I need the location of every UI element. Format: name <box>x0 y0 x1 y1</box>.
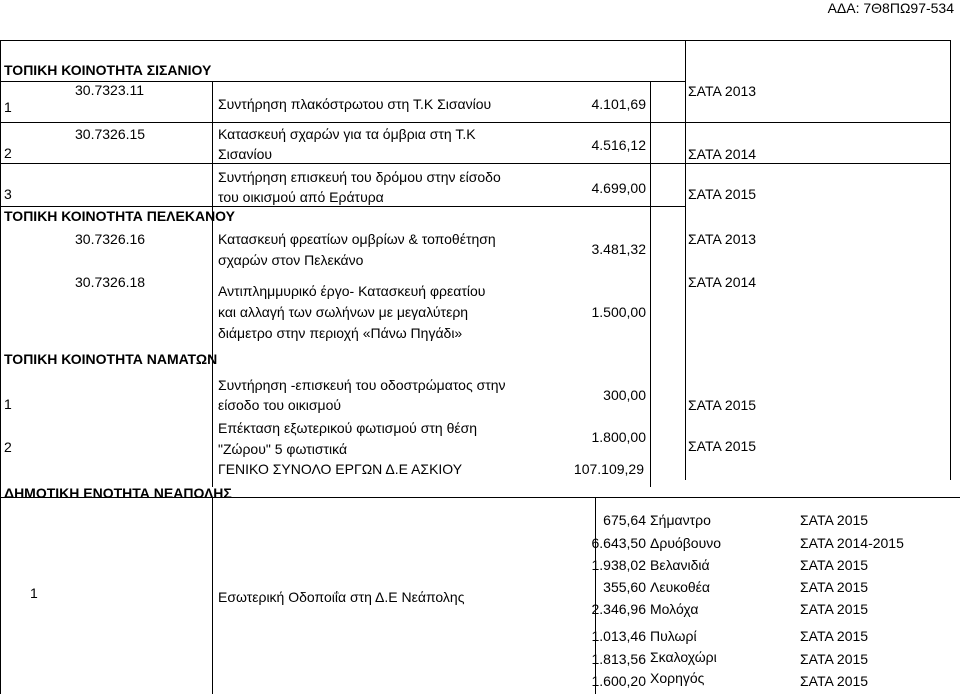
column-divider <box>212 81 213 487</box>
item-village: Δρυόβουνο <box>650 535 722 551</box>
item-funding: ΣΑΤΑ 2015 <box>800 512 869 528</box>
item-funding: ΣΑΤΑ 2015 <box>800 673 869 689</box>
row-code: 30.7326.15 <box>75 126 146 142</box>
row-code: 30.7323.11 <box>75 82 145 98</box>
row-amount: 4.699,00 <box>591 180 646 196</box>
item-funding: ΣΑΤΑ 2015 <box>800 651 869 667</box>
row-number: 1 <box>4 396 12 412</box>
row-description: Συντήρηση -επισκευή του οδοστρώματος στην <box>218 377 506 393</box>
section-heading: ΔΗΜΟΤΙΚΗ ΕΝΟΤΗΤΑ ΝΕΑΠΟΛΗΣ <box>4 485 232 501</box>
item-amount: 6.643,50 <box>591 535 646 551</box>
row-number: 3 <box>4 186 12 202</box>
row-funding: ΣΑΤΑ 2015 <box>688 186 757 202</box>
item-amount: 1.813,56 <box>591 651 646 667</box>
table-left-border <box>0 40 1 694</box>
row-description: Κατασκευή φρεατίων ομβρίων & τοποθέτηση <box>218 231 496 247</box>
row-number: 1 <box>30 585 38 601</box>
item-village: Λευκοθέα <box>650 579 710 595</box>
row-amount: 300,00 <box>603 387 646 403</box>
item-funding: ΣΑΤΑ 2015 <box>800 601 869 617</box>
row-amount: 1.800,00 <box>591 429 646 445</box>
row-description: σχαρών στον Πελεκάνο <box>218 252 364 268</box>
row-description: Αντιπλημμυρικό έργο- Κατασκευή φρεατίου <box>218 283 486 299</box>
row-funding: ΣΑΤΑ 2014 <box>688 274 757 290</box>
row-description: του οικισμού από Εράτυρα <box>218 189 384 205</box>
document-code: ΑΔΑ: 7Θ8ΠΩ97-534 <box>827 0 954 16</box>
item-village: Χορηγός <box>650 670 705 686</box>
column-divider <box>212 497 213 694</box>
item-amount: 1.600,20 <box>591 673 646 689</box>
row-funding: ΣΑΤΑ 2013 <box>688 231 757 247</box>
section-heading: ΤΟΠΙΚΗ ΚΟΙΝΟΤΗΤΑ ΣΙΣΑΝΙΟΥ <box>4 62 212 78</box>
column-divider <box>685 40 686 480</box>
item-funding: ΣΑΤΑ 2015 <box>800 557 869 573</box>
item-amount: 1.013,46 <box>591 628 646 644</box>
section-heading: ΤΟΠΙΚΗ ΚΟΙΝΟΤΗΤΑ ΝΑΜΑΤΩΝ <box>4 351 218 367</box>
item-village: Σήμαντρο <box>650 512 711 528</box>
row-funding: ΣΑΤΑ 2015 <box>688 438 757 454</box>
row-description: είσοδο του οικισμού <box>218 397 342 413</box>
item-amount: 2.346,96 <box>591 601 646 617</box>
item-amount: 675,64 <box>603 512 646 528</box>
item-amount: 1.938,02 <box>591 557 646 573</box>
row-amount: 3.481,32 <box>591 241 646 257</box>
item-village: Βελανιδιά <box>650 557 710 573</box>
table-top-border <box>0 40 950 41</box>
item-amount: 355,60 <box>603 579 646 595</box>
row-code: 30.7326.18 <box>75 274 146 290</box>
row-number: 2 <box>4 145 12 161</box>
item-village: Σκαλοχώρι <box>650 649 717 665</box>
section-heading: ΤΟΠΙΚΗ ΚΟΙΝΟΤΗΤΑ ΠΕΛΕΚΑΝΟΥ <box>4 208 236 224</box>
row-divider <box>0 122 950 123</box>
row-code: 30.7326.16 <box>75 231 146 247</box>
row-amount: 1.500,00 <box>591 304 646 320</box>
row-funding: ΣΑΤΑ 2013 <box>688 83 757 99</box>
row-amount: 4.101,69 <box>591 96 646 112</box>
row-description: Συντήρηση επισκευή του δρόμου στην είσοδο <box>218 169 501 185</box>
row-funding: ΣΑΤΑ 2014 <box>688 146 757 162</box>
item-funding: ΣΑΤΑ 2014-2015 <box>800 535 904 551</box>
column-divider <box>650 81 651 487</box>
table-right-border <box>950 40 951 480</box>
total-amount: 107.109,29 <box>573 461 644 477</box>
total-label: ΓΕΝΙΚΟ ΣΥΝΟΛΟ ΕΡΓΩΝ Δ.Ε ΑΣΚΙΟΥ <box>218 461 463 477</box>
row-description: διάμετρο στην περιοχή «Πάνω Πηγάδι» <box>218 325 463 341</box>
item-village: Μολόχα <box>650 601 699 617</box>
row-number: 1 <box>4 99 12 115</box>
row-number: 2 <box>4 439 12 455</box>
row-amount: 4.516,12 <box>591 137 646 153</box>
row-description: Επέκταση εξωτερικού φωτισμού στη θέση <box>218 420 478 436</box>
item-funding: ΣΑΤΑ 2015 <box>800 579 869 595</box>
row-description: Συντήρηση πλακόστρωτου στη Τ.Κ Σισανίου <box>218 96 492 112</box>
item-funding: ΣΑΤΑ 2015 <box>800 628 869 644</box>
row-description: Κατασκευή σχαρών για τα όμβρια στη Τ.Κ <box>218 126 476 142</box>
item-village: Πυλωρί <box>650 628 697 644</box>
row-description: Εσωτερική Οδοποιΐα στη Δ.Ε Νεάπολης <box>218 589 465 605</box>
row-description: "Ζώρου" 5 φωτιστικά <box>218 441 348 457</box>
row-funding: ΣΑΤΑ 2015 <box>688 397 757 413</box>
row-description: και αλλαγή των σωλήνων με μεγαλύτερη <box>218 304 469 320</box>
row-divider <box>0 206 685 207</box>
row-description: Σισανίου <box>218 146 273 162</box>
row-divider <box>0 163 950 164</box>
